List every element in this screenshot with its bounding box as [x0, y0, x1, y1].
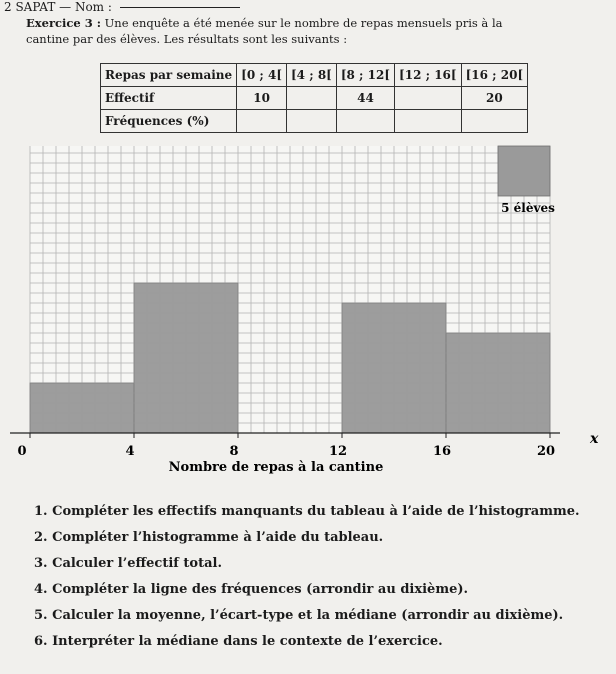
- exercise-statement-line1: [26, 16, 502, 30]
- x-tick-label: 12: [328, 444, 348, 459]
- effectif-0[interactable]: 10: [237, 87, 287, 110]
- frequence-3[interactable]: [395, 110, 462, 133]
- x-axis-label: Nombre de repas à la cantine: [168, 460, 384, 475]
- question-3: 3. Calculer l’effectif total.: [34, 556, 222, 571]
- table-row-effectif: [101, 87, 528, 110]
- row-header-frequences: Fréquences (%): [101, 110, 237, 133]
- x-tick-labels: [17, 433, 555, 459]
- name-line: [120, 7, 240, 8]
- question-6: 6. Interpréter la médiane dans le contexte de l’exercice.: [34, 634, 443, 649]
- question-4: 4. Compléter la ligne des fréquences (arrondir au dixième).: [34, 582, 469, 597]
- table-row-frequences: [101, 110, 528, 133]
- effectif-4[interactable]: 20: [461, 87, 528, 110]
- x-tick-label: 8: [229, 444, 239, 459]
- x-tick-label: 0: [17, 444, 27, 459]
- exercise-label: Exercice 3 :: [26, 16, 101, 30]
- effectif-1[interactable]: [287, 87, 337, 110]
- class-1: [4 ; 8[: [287, 64, 337, 87]
- legend-unit-label: 5 élèves: [501, 201, 555, 215]
- row-header-effectif: Effectif: [101, 87, 237, 110]
- class-0: [0 ; 4[: [237, 64, 287, 87]
- data-table: [100, 63, 528, 133]
- effectif-3[interactable]: [395, 87, 462, 110]
- table-row-classes: [101, 64, 528, 87]
- chart-bars: [30, 146, 550, 433]
- legend-unit-block: [498, 146, 550, 196]
- histogram-chart: [0, 140, 616, 480]
- question-5: 5. Calculer la moyenne, l’écart-type et la médiane (arrondir au dixième).: [34, 608, 564, 623]
- x-tick-label: 4: [125, 444, 135, 459]
- frequence-0[interactable]: [237, 110, 287, 133]
- question-2: 2. Compléter l’histogramme à l’aide du tableau.: [34, 530, 384, 545]
- exercise-text-1: Une enquête a été menée sur le nombre de repas mensuels pris à la: [104, 16, 503, 30]
- class-3: [12 ; 16[: [395, 64, 462, 87]
- x-tick-label: 20: [536, 444, 556, 459]
- header-text: 2 SAPAT — Nom :: [4, 0, 112, 14]
- row-header-repas: Repas par semaine: [101, 64, 237, 87]
- question-1: 1. Compléter les effectifs manquants du tableau à l’aide de l’histogramme.: [34, 504, 580, 519]
- effectif-2[interactable]: 44: [336, 87, 394, 110]
- class-4: [16 ; 20[: [461, 64, 528, 87]
- page-header: [4, 0, 240, 14]
- class-2: [8 ; 12[: [336, 64, 394, 87]
- frequence-4[interactable]: [461, 110, 528, 133]
- x-axis-symbol: x: [590, 431, 599, 447]
- exercise-statement-line2: [26, 32, 347, 46]
- x-tick-label: 16: [432, 444, 452, 459]
- frequence-1[interactable]: [287, 110, 337, 133]
- frequence-2[interactable]: [336, 110, 394, 133]
- chart-legend: [498, 146, 555, 215]
- exercise-text-2: cantine par des élèves. Les résultats sont les suivants :: [26, 32, 348, 46]
